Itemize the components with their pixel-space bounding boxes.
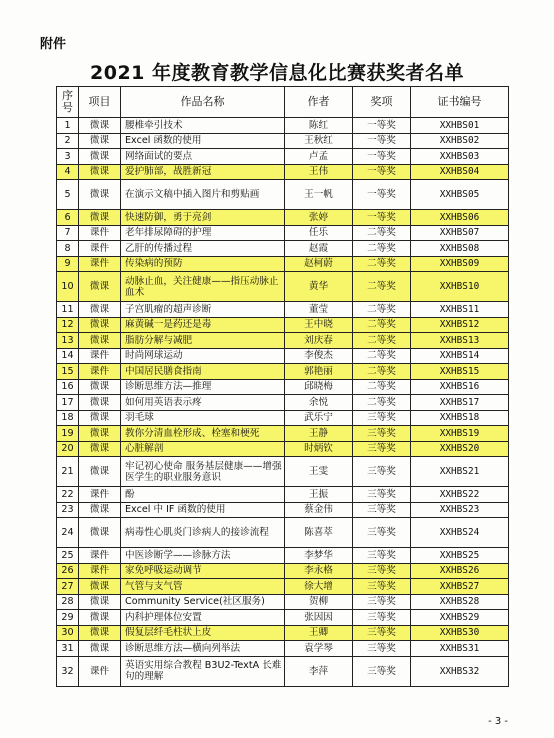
row-number: 24 xyxy=(57,518,79,548)
row-award: 三等奖 xyxy=(353,441,411,457)
row-author: 贺柳 xyxy=(285,594,353,610)
row-certificate: XXHBS15 xyxy=(411,364,509,380)
table-row xyxy=(57,548,509,564)
row-author: 余悦 xyxy=(285,395,353,411)
row-author: 武乐宁 xyxy=(285,410,353,426)
row-number: 25 xyxy=(57,548,79,564)
row-certificate: XXHBS27 xyxy=(411,579,509,595)
row-certificate: XXHBS12 xyxy=(411,317,509,333)
row-author: 黄华 xyxy=(285,272,353,302)
row-title: Community Service(社区服务) xyxy=(121,594,285,610)
row-number: 15 xyxy=(57,364,79,380)
row-certificate: XXHBS22 xyxy=(411,487,509,503)
row-certificate: XXHBS09 xyxy=(411,256,509,272)
row-type: 课件 xyxy=(79,487,121,503)
row-number: 4 xyxy=(57,164,79,180)
row-author: 卢孟 xyxy=(285,149,353,165)
page-number: - 3 - xyxy=(488,716,508,727)
col-header-award: 奖项 xyxy=(353,87,411,118)
row-number: 27 xyxy=(57,579,79,595)
row-award: 三等奖 xyxy=(353,594,411,610)
row-title: 动脉止血，关注健康——指压动脉止血术 xyxy=(121,272,285,302)
row-title: 腰椎牵引技术 xyxy=(121,118,285,134)
row-award: 一等奖 xyxy=(353,118,411,134)
row-title: 脂肪分解与减肥 xyxy=(121,333,285,349)
table-row xyxy=(57,180,509,210)
row-title: 老年排尿障碍的护理 xyxy=(121,225,285,241)
row-number: 19 xyxy=(57,426,79,442)
row-title: 在演示文稿中插入图片和剪贴画 xyxy=(121,180,285,210)
row-author: 任乐 xyxy=(285,225,353,241)
row-award: 二等奖 xyxy=(353,302,411,318)
row-award: 二等奖 xyxy=(353,333,411,349)
col-header-author: 作者 xyxy=(285,87,353,118)
row-certificate: XXHBS07 xyxy=(411,225,509,241)
row-type: 微课 xyxy=(79,579,121,595)
row-type: 微课 xyxy=(79,272,121,302)
row-type: 微课 xyxy=(79,610,121,626)
row-author: 时炳钦 xyxy=(285,441,353,457)
row-type: 微课 xyxy=(79,118,121,134)
row-certificate: XXHBS11 xyxy=(411,302,509,318)
row-title: 英语实用综合教程 B3U2-TextA 长难句的理解 xyxy=(121,656,285,686)
row-type: 微课 xyxy=(79,518,121,548)
row-title: 中医诊断学——诊脉方法 xyxy=(121,548,285,564)
row-author: 陈红 xyxy=(285,118,353,134)
row-number: 3 xyxy=(57,149,79,165)
table-row xyxy=(57,302,509,318)
row-type: 微课 xyxy=(79,164,121,180)
row-award: 三等奖 xyxy=(353,426,411,442)
row-author: 李俊杰 xyxy=(285,348,353,364)
row-type: 微课 xyxy=(79,625,121,641)
row-certificate: XXHBS03 xyxy=(411,149,509,165)
row-title: 中国居民膳食指南 xyxy=(121,364,285,380)
row-type: 微课 xyxy=(79,594,121,610)
row-title: 羽毛球 xyxy=(121,410,285,426)
row-author: 王静 xyxy=(285,426,353,442)
row-number: 9 xyxy=(57,256,79,272)
row-award: 二等奖 xyxy=(353,272,411,302)
row-type: 微课 xyxy=(79,149,121,165)
row-number: 21 xyxy=(57,457,79,487)
row-title: 子宫肌瘤的超声诊断 xyxy=(121,302,285,318)
row-title: 快速防御，勇于亮剑 xyxy=(121,210,285,226)
row-certificate: XXHBS21 xyxy=(411,457,509,487)
table-row xyxy=(57,118,509,134)
row-certificate: XXHBS31 xyxy=(411,641,509,657)
row-certificate: XXHBS24 xyxy=(411,518,509,548)
row-award: 二等奖 xyxy=(353,317,411,333)
table-row xyxy=(57,364,509,380)
table-row xyxy=(57,426,509,442)
row-number: 1 xyxy=(57,118,79,134)
row-title: 如何用英语表示疼 xyxy=(121,395,285,411)
attachment-label: 附件 xyxy=(40,37,67,52)
row-type: 微课 xyxy=(79,641,121,657)
row-award: 三等奖 xyxy=(353,487,411,503)
row-certificate: XXHBS23 xyxy=(411,502,509,518)
col-header-title: 作品名称 xyxy=(121,87,285,118)
row-certificate: XXHBS20 xyxy=(411,441,509,457)
row-type: 微课 xyxy=(79,395,121,411)
table-row xyxy=(57,487,509,503)
row-type: 微课 xyxy=(79,426,121,442)
row-title: 网络面试的要点 xyxy=(121,149,285,165)
table-row xyxy=(57,656,509,686)
row-author: 王雯 xyxy=(285,457,353,487)
row-number: 2 xyxy=(57,133,79,149)
row-number: 31 xyxy=(57,641,79,657)
row-award: 一等奖 xyxy=(353,210,411,226)
row-certificate: XXHBS01 xyxy=(411,118,509,134)
row-type: 微课 xyxy=(79,302,121,318)
row-author: 蔡金伟 xyxy=(285,502,353,518)
row-author: 董莹 xyxy=(285,302,353,318)
table-row xyxy=(57,410,509,426)
row-title: 时尚网球运动 xyxy=(121,348,285,364)
row-title: 心脏解剖 xyxy=(121,441,285,457)
row-type: 课件 xyxy=(79,256,121,272)
row-number: 14 xyxy=(57,348,79,364)
row-certificate: XXHBS13 xyxy=(411,333,509,349)
row-number: 29 xyxy=(57,610,79,626)
row-award: 三等奖 xyxy=(353,656,411,686)
row-title: 病毒性心肌炎门诊病人的接诊流程 xyxy=(121,518,285,548)
row-author: 邱晓梅 xyxy=(285,379,353,395)
row-author: 张婷 xyxy=(285,210,353,226)
row-award: 二等奖 xyxy=(353,379,411,395)
row-title: 诊断思维方法—推理 xyxy=(121,379,285,395)
row-number: 28 xyxy=(57,594,79,610)
row-author: 徐大增 xyxy=(285,579,353,595)
row-certificate: XXHBS30 xyxy=(411,625,509,641)
table-row xyxy=(57,518,509,548)
row-type: 微课 xyxy=(79,457,121,487)
row-type: 微课 xyxy=(79,379,121,395)
row-award: 一等奖 xyxy=(353,133,411,149)
row-award: 二等奖 xyxy=(353,348,411,364)
table-row xyxy=(57,610,509,626)
row-award: 三等奖 xyxy=(353,502,411,518)
row-award: 三等奖 xyxy=(353,641,411,657)
row-certificate: XXHBS25 xyxy=(411,548,509,564)
row-certificate: XXHBS05 xyxy=(411,180,509,210)
award-table xyxy=(56,86,509,687)
table-row xyxy=(57,348,509,364)
row-certificate: XXHBS32 xyxy=(411,656,509,686)
row-type: 课件 xyxy=(79,225,121,241)
row-award: 一等奖 xyxy=(353,164,411,180)
row-author: 张因因 xyxy=(285,610,353,626)
row-type: 微课 xyxy=(79,502,121,518)
row-number: 11 xyxy=(57,302,79,318)
col-header-certificate: 证书编号 xyxy=(411,87,509,118)
row-title: 教你分清血栓形成、栓塞和梗死 xyxy=(121,426,285,442)
row-type: 课件 xyxy=(79,348,121,364)
row-type: 课件 xyxy=(79,548,121,564)
row-author: 袁学琴 xyxy=(285,641,353,657)
row-author: 王一帆 xyxy=(285,180,353,210)
row-award: 二等奖 xyxy=(353,364,411,380)
table-row xyxy=(57,225,509,241)
row-certificate: XXHBS26 xyxy=(411,563,509,579)
row-certificate: XXHBS10 xyxy=(411,272,509,302)
table-row xyxy=(57,133,509,149)
row-number: 6 xyxy=(57,210,79,226)
table-row xyxy=(57,317,509,333)
table-row xyxy=(57,379,509,395)
table-row xyxy=(57,272,509,302)
row-author: 郭艳丽 xyxy=(285,364,353,380)
row-type: 课件 xyxy=(79,364,121,380)
row-author: 赵霞 xyxy=(285,241,353,257)
row-author: 王卿 xyxy=(285,625,353,641)
table-row xyxy=(57,241,509,257)
row-type: 微课 xyxy=(79,317,121,333)
row-type: 微课 xyxy=(79,333,121,349)
row-award: 一等奖 xyxy=(353,149,411,165)
row-number: 17 xyxy=(57,395,79,411)
row-type: 微课 xyxy=(79,210,121,226)
row-award: 三等奖 xyxy=(353,457,411,487)
row-number: 26 xyxy=(57,563,79,579)
table-row xyxy=(57,395,509,411)
row-certificate: XXHBS08 xyxy=(411,241,509,257)
page-title: 2021 年度教育教学信息化比赛获奖者名单 xyxy=(90,62,464,84)
table-row xyxy=(57,441,509,457)
row-title: 牢记初心使命 服务基层健康——增强医学生的职业服务意识 xyxy=(121,457,285,487)
row-award: 三等奖 xyxy=(353,579,411,595)
row-award: 二等奖 xyxy=(353,225,411,241)
row-number: 32 xyxy=(57,656,79,686)
row-certificate: XXHBS18 xyxy=(411,410,509,426)
row-award: 二等奖 xyxy=(353,395,411,411)
row-number: 10 xyxy=(57,272,79,302)
row-certificate: XXHBS16 xyxy=(411,379,509,395)
row-number: 8 xyxy=(57,241,79,257)
row-type: 微课 xyxy=(79,133,121,149)
row-certificate: XXHBS28 xyxy=(411,594,509,610)
row-title: 气管与支气管 xyxy=(121,579,285,595)
row-title: 内科护理体位安置 xyxy=(121,610,285,626)
table-row xyxy=(57,210,509,226)
row-award: 二等奖 xyxy=(353,241,411,257)
col-header-type: 项目 xyxy=(79,87,121,118)
row-author: 王秋红 xyxy=(285,133,353,149)
row-certificate: XXHBS29 xyxy=(411,610,509,626)
row-title: 假复层纤毛柱状上皮 xyxy=(121,625,285,641)
row-number: 13 xyxy=(57,333,79,349)
row-number: 23 xyxy=(57,502,79,518)
row-number: 30 xyxy=(57,625,79,641)
row-award: 一等奖 xyxy=(353,180,411,210)
row-author: 刘庆春 xyxy=(285,333,353,349)
table-row xyxy=(57,641,509,657)
row-certificate: XXHBS19 xyxy=(411,426,509,442)
row-title: 家免呼吸运动调节 xyxy=(121,563,285,579)
table-row xyxy=(57,502,509,518)
row-certificate: XXHBS14 xyxy=(411,348,509,364)
row-number: 18 xyxy=(57,410,79,426)
row-author: 王伟 xyxy=(285,164,353,180)
row-title: 乙肝的传播过程 xyxy=(121,241,285,257)
row-certificate: XXHBS06 xyxy=(411,210,509,226)
row-number: 16 xyxy=(57,379,79,395)
row-award: 三等奖 xyxy=(353,410,411,426)
table-row xyxy=(57,563,509,579)
row-number: 5 xyxy=(57,180,79,210)
row-author: 李萍 xyxy=(285,656,353,686)
row-type: 课件 xyxy=(79,656,121,686)
row-certificate: XXHBS17 xyxy=(411,395,509,411)
row-award: 三等奖 xyxy=(353,563,411,579)
row-award: 三等奖 xyxy=(353,518,411,548)
table-row xyxy=(57,149,509,165)
table-row xyxy=(57,579,509,595)
table-header-row xyxy=(57,87,509,118)
row-title: Excel 中 IF 函数的使用 xyxy=(121,502,285,518)
table-row xyxy=(57,164,509,180)
row-type: 课件 xyxy=(79,563,121,579)
row-author: 李永格 xyxy=(285,563,353,579)
row-award: 三等奖 xyxy=(353,610,411,626)
row-title: 麻黄碱一是药还是毒 xyxy=(121,317,285,333)
row-number: 20 xyxy=(57,441,79,457)
row-type: 微课 xyxy=(79,180,121,210)
row-title: 诊断思维方法—横向列举法 xyxy=(121,641,285,657)
col-header-number: 序号 xyxy=(57,87,79,118)
table-row xyxy=(57,594,509,610)
row-number: 7 xyxy=(57,225,79,241)
row-certificate: XXHBS04 xyxy=(411,164,509,180)
row-award: 二等奖 xyxy=(353,256,411,272)
row-title: 酚 xyxy=(121,487,285,503)
row-title: Excel 函数的使用 xyxy=(121,133,285,149)
table-row xyxy=(57,457,509,487)
row-author: 陈喜萃 xyxy=(285,518,353,548)
table-row xyxy=(57,625,509,641)
row-number: 22 xyxy=(57,487,79,503)
row-award: 三等奖 xyxy=(353,548,411,564)
table-row xyxy=(57,333,509,349)
row-certificate: XXHBS02 xyxy=(411,133,509,149)
row-title: 爱护肺部，战胜新冠 xyxy=(121,164,285,180)
row-author: 赵柯蔚 xyxy=(285,256,353,272)
row-author: 王振 xyxy=(285,487,353,503)
row-type: 课件 xyxy=(79,241,121,257)
row-author: 王中晓 xyxy=(285,317,353,333)
row-award: 三等奖 xyxy=(353,625,411,641)
row-title: 传染病的预防 xyxy=(121,256,285,272)
row-number: 12 xyxy=(57,317,79,333)
table-row xyxy=(57,256,509,272)
row-type: 微课 xyxy=(79,441,121,457)
row-author: 李梦华 xyxy=(285,548,353,564)
row-type: 微课 xyxy=(79,410,121,426)
